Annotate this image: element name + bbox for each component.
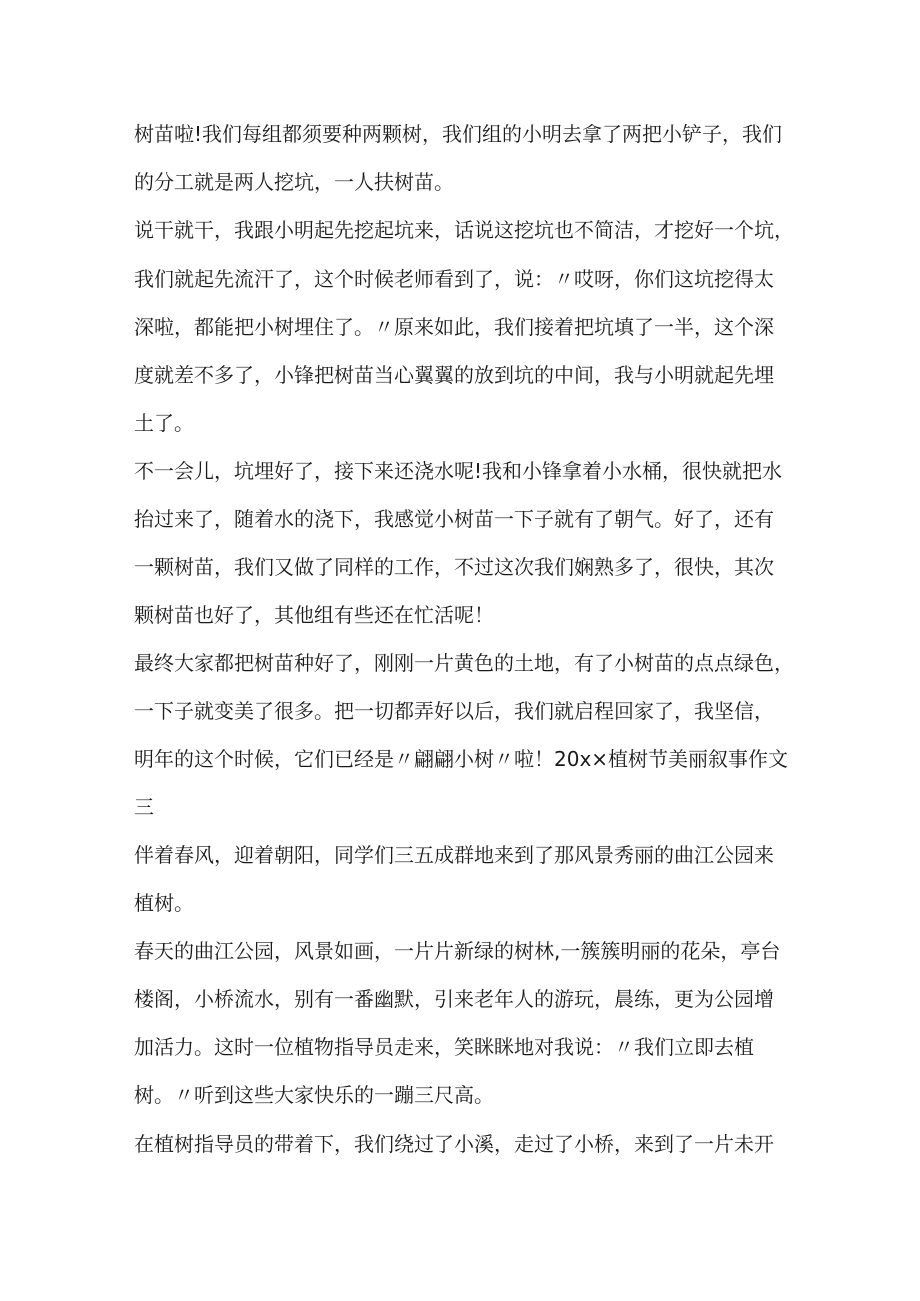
- text-line: 土了。: [134, 411, 194, 435]
- text-line: 树。〃听到这些大家快乐的一蹦三尺高。: [134, 1083, 494, 1107]
- text-line: 的分工就是两人挖坑，一人扶树苗。: [134, 170, 454, 194]
- text-line: 在植树指导员的带着下，我们绕过了小溪，走过了小桥，来到了一片未开: [134, 1132, 774, 1156]
- text-line: 最终大家都把树苗种好了，刚刚一片黄色的土地，有了小树苗的点点绿色，: [134, 651, 794, 675]
- text-line: 三: [134, 795, 154, 819]
- text-line: 树苗啦!我们每组都须要种两颗树，我们组的小明去拿了两把小铲子，我们: [134, 122, 783, 146]
- text-line: 楼阁，小桥流水，别有一番幽默，引来老年人的游玩，晨练，更为公园增: [134, 987, 774, 1011]
- text-line: 明年的这个时候，它们已经是〃翩翩小树〃啦！20x×植树节美丽叙事作文: [134, 747, 789, 771]
- text-line: 春天的曲江公园，风景如画，一片片新绿的树林,一簇簇明丽的花朵，亭台: [134, 939, 781, 963]
- text-line: 一颗树苗，我们又做了同样的工作，不过这次我们娴熟多了，很快，其次: [134, 555, 774, 579]
- text-line: 一下子就变美了很多。把一切都弄好以后，我们就启程回家了，我坚信，: [134, 699, 774, 723]
- text-line: 深啦，都能把小树埋住了。〃原来如此，我们接着把坑填了一半，这个深: [134, 315, 774, 339]
- text-line: 我们就起先流汗了，这个时候老师看到了，说：〃哎呀，你们这坑挖得太: [134, 267, 774, 291]
- text-line: 度就差不多了，小锋把树苗当心翼翼的放到坑的中间，我与小明就起先埋: [134, 363, 774, 387]
- text-line: 伴着春风，迎着朝阳，同学们三五成群地来到了那风景秀丽的曲江公园来: [134, 843, 774, 867]
- text-line: 说干就干，我跟小明起先挖起坑来，话说这挖坑也不简洁，才挖好一个坑，: [134, 218, 794, 242]
- text-line: 不一会儿，坑埋好了，接下来还浇水呢!我和小锋拿着小水桶，很快就把水: [134, 459, 783, 483]
- text-line: 加活力。这时一位植物指导员走来，笑眯眯地对我说：〃我们立即去植: [134, 1035, 754, 1059]
- text-line: 抬过来了，随着水的浇下，我感觉小树苗一下子就有了朝气。好了，还有: [134, 507, 774, 531]
- text-line: 植树。: [134, 891, 194, 915]
- text-line: 颗树苗也好了，其他组有些还在忙活呢！: [134, 603, 494, 627]
